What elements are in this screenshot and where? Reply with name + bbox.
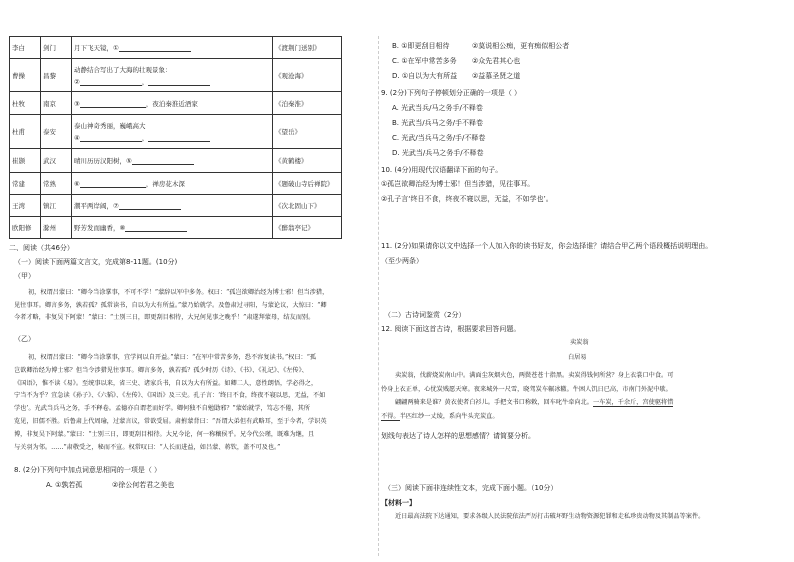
content-cell: ③ ，夜泊秦淮近酒家 xyxy=(72,92,273,115)
work-cell: 《醉翁亭记》 xyxy=(273,217,342,239)
author-cell: 李白 xyxy=(10,37,41,59)
content-cell: 泰山神奇秀丽，巍峨高大 ④ ， xyxy=(72,115,273,149)
passage-label: （甲） xyxy=(14,272,35,280)
column-divider xyxy=(378,36,379,556)
section-heading: 二、阅读（共46分） xyxy=(9,244,74,252)
place-cell: 南京 xyxy=(41,92,72,115)
fill-blank[interactable] xyxy=(119,203,181,210)
passage-yi: 初，权谓吕蒙曰：“卿今当涂掌事，宜学问以自开益。”蒙曰：“在军中常苦多务，恐不容复读书。”权曰：“孤 岂欲卿治经为博士邪？但当令涉猎见往事耳。卿言多务，孰若孤？孤少时历《诗》、《书》、《礼记》、《左传》、 《国语》，惟不读《易》。至统事以来，省三史、诸家兵书，自以为大有所益。如卿二人，意性朗悟，学必得之， 宁当不为乎？宜急读《孙子》、《六韬》、《左传》、《国语》及三史。孔子言：‘终日不食，终夜不寝以思，无益，不如 学也’。光武当兵马之务，手不释卷。孟德亦自谓老而好学。卿何独不自勉勖邪？”蒙始就学，笃志不倦，其所 览见，旧儒不胜。后鲁肃上代周瑜，过蒙言议，常欲受屈。肃拊蒙背曰：“吾谓大弟但有武略耳，至于今者，学识英 博，非复吴下阿蒙。”蒙曰：“士别三日，即更刮目相待。大兄今论，何一称穰侯乎。兄今代公瑾，既难为继，且 与关羽为邻。……”肃敬受之，秘而不宣。权常叹曰：“人长而进益，如吕蒙、蒋钦，盖不可及也。” xyxy=(14,354,327,451)
option-b-2: ②莫说相公痴，更有痴似相公者 xyxy=(472,42,570,50)
content-cell: 潮平两岸阔，⑦ xyxy=(72,195,273,217)
fill-blank[interactable] xyxy=(119,45,191,52)
author-cell: 杜牧 xyxy=(10,92,41,115)
poem-body: 卖炭翁，伐薪烧炭南山中。满面尘灰烟火色，两鬓苍苍十指黑。卖炭得钱何所营？身上衣裳口中食。可 怜身上衣正单，心忧炭贱愿天寒。夜来城外一尺雪，晓驾炭车辗冰辙。牛困人饥日已高，市南门外泥中歇。 翩翩两骑来是谁？黄衣使者白衫儿。手把文书口称敕，回车叱牛牵向北。一车炭，千余斤，宫使驱将惜 不得。半匹红纱一丈绫，系向牛头充炭直。 xyxy=(381,372,674,420)
place-cell: 常熟 xyxy=(41,173,72,195)
underlined-line: 不得。 xyxy=(381,412,400,420)
place-cell: 剑门 xyxy=(41,37,72,59)
question-12: 12. 阅读下面这首古诗，根据要求回答问题。 xyxy=(381,325,521,333)
poem-title: 卖炭翁 xyxy=(570,339,589,346)
underlined-line: 一车炭，千余斤，宫使驱将惜 xyxy=(593,399,674,406)
table-row xyxy=(10,37,342,59)
part-heading: （三）阅读下面非连续性文本，完成下面小题。（10分） xyxy=(384,484,558,492)
fill-blank[interactable] xyxy=(80,135,142,142)
fill-blank[interactable] xyxy=(80,79,142,86)
work-cell: 《次北固山下》 xyxy=(273,195,342,217)
option-c[interactable]: C. ①在军中常苦多务 xyxy=(392,57,457,65)
fill-blank[interactable] xyxy=(148,135,210,142)
question-9: 9. (2分)下列句子停顿划分正确的一项是（ ） xyxy=(381,89,522,97)
translate-1: ①孤岂欲卿治经为博士邪！但当涉猎，见往事耳。 xyxy=(381,180,535,188)
table-row xyxy=(10,92,342,115)
place-cell: 镇江 xyxy=(41,195,72,217)
question-11-note: （至少两条） xyxy=(381,257,423,265)
option-a[interactable]: A. 光武当兵/马之务手/不释卷 xyxy=(392,104,483,112)
fill-blank[interactable] xyxy=(80,101,146,108)
author-cell: 王湾 xyxy=(10,195,41,217)
passage-label: （乙） xyxy=(14,335,35,343)
author-cell: 崔颢 xyxy=(10,149,41,173)
table-row xyxy=(10,195,342,217)
question-12-ask: 划线句表达了诗人怎样的思想感情？请简要分析。 xyxy=(381,432,535,440)
table-row xyxy=(10,217,342,239)
work-cell: 《题破山寺后禅院》 xyxy=(273,173,342,195)
option-d[interactable]: D. 光武当/兵马之务手/不释卷 xyxy=(392,149,484,157)
poem-author: 白居易 xyxy=(568,354,587,361)
place-cell: 昌黎 xyxy=(41,59,72,92)
material-label: 【材料一】 xyxy=(381,499,416,507)
author-cell: 欧阳修 xyxy=(10,217,41,239)
part-heading: （一）阅读下面两篇文言文，完成第8-11题。(10分) xyxy=(14,258,178,266)
translate-2: ②孔子言‘终日不食，终夜不寝以思，无益，不如学也’。 xyxy=(381,195,553,203)
content-cell: ⑥ ，禅房花木深 xyxy=(72,173,273,195)
option-d[interactable]: D. ①自以为大有所益 xyxy=(392,72,458,80)
author-cell: 杜甫 xyxy=(10,115,41,149)
table-row xyxy=(10,149,342,173)
content-cell: 晴川历历汉阳树，⑤ xyxy=(72,149,273,173)
place-cell: 武汉 xyxy=(41,149,72,173)
question-11: 11. (2分)如果请你以文中选择一个人加入你的读书好友，你会选择谁？请结合甲乙两个语段概括说明理由。 xyxy=(381,242,713,250)
table-row xyxy=(10,115,342,149)
option-a[interactable]: A. ①孰若孤 xyxy=(46,481,83,489)
fill-blank[interactable] xyxy=(132,158,194,165)
content-cell: 动静结合写出了大海的壮观景象： ② ， xyxy=(72,59,273,92)
fill-blank[interactable] xyxy=(80,181,146,188)
work-cell: 《望岳》 xyxy=(273,115,342,149)
option-a-2: ②徐公何若君之美也 xyxy=(112,481,175,489)
table-row xyxy=(10,173,342,195)
place-cell: 泰安 xyxy=(41,115,72,149)
work-cell: 《渡荆门送别》 xyxy=(273,37,342,59)
passage-jia: 初，权谓吕蒙曰：“卿今当涂掌事，不可不学！”蒙辞以军中多务。权曰：“孤岂欲卿治经为博士邪！但当涉猎， 见往事耳。卿言多务，孰若孤？孤常读书，自以为大有所益。”蒙乃始就学。及鲁肃过寻阳，与蒙论议，大惊曰：“卿 今者才略，非复吴下阿蒙！”蒙曰：“士别三日，即更刮目相待，大兄何见事之晚乎！”肃遂拜蒙母，结友而别。 xyxy=(14,289,329,321)
material-text: 近日最高法院下达通知，要求各级人民法院依法严厉打击破坏野生动物资源犯罪和走私珍贵动物及其制品等案件。 xyxy=(395,513,705,520)
content-cell: 野芳发而幽香，⑧ xyxy=(72,217,273,239)
content-cell: 月下飞天镜，① xyxy=(72,37,273,59)
author-cell: 常建 xyxy=(10,173,41,195)
fill-blank[interactable] xyxy=(125,225,187,232)
table-row xyxy=(10,59,342,92)
fill-blank[interactable] xyxy=(148,79,210,86)
option-b[interactable]: B. 光武当/兵马之务/手不释卷 xyxy=(392,119,483,127)
option-b[interactable]: B. ①即更刮目相待 xyxy=(392,42,450,50)
question-10: 10. (4分)用现代汉语翻译下面的句子。 xyxy=(381,166,503,174)
work-cell: 《黄鹤楼》 xyxy=(273,149,342,173)
poem-table xyxy=(9,36,342,239)
part-heading: （二）古诗词鉴赏（2分） xyxy=(384,311,466,319)
option-d-2: ②益慕圣贤之道 xyxy=(472,72,521,80)
option-c[interactable]: C. 光武/当兵马之务/手/不释卷 xyxy=(392,134,486,142)
option-c-2: ②众先君其心也 xyxy=(472,57,521,65)
question-8: 8. (2分)下列句中加点词意思相同的一项是（ ） xyxy=(14,466,162,474)
work-cell: 《泊秦淮》 xyxy=(273,92,342,115)
author-cell: 曹操 xyxy=(10,59,41,92)
work-cell: 《观沧海》 xyxy=(273,59,342,92)
place-cell: 滁州 xyxy=(41,217,72,239)
